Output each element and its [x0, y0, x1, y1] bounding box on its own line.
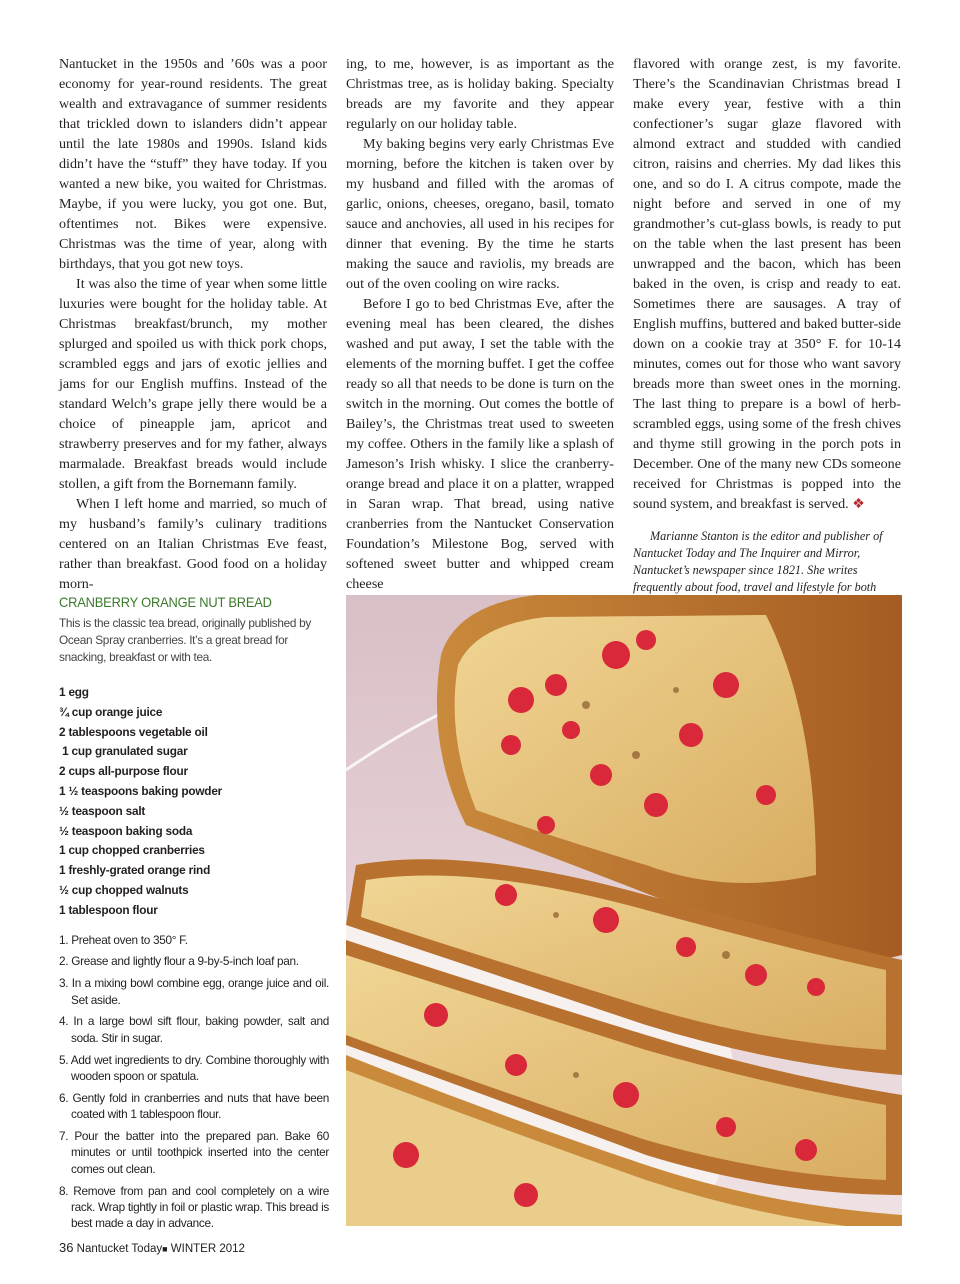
recipe-step: 8. Remove from pan and cool completely on a wire rack. Wrap tightly in foil or plastic wrap. This bread is best made a day in advance.: [59, 1183, 329, 1231]
recipe-steps: [59, 932, 329, 1232]
recipe-step: 1. Preheat oven to 350° F.: [59, 932, 188, 947]
author-bio: Marianne Stanton is the editor and publisher of Nantucket Today and The Inquirer and Mirror, Nantucket’s newspaper since 1821. She writes frequently about food, travel and lifestyle for both: [633, 529, 883, 594]
page-footer: [59, 1240, 245, 1255]
article-paragraph: When I left home and married, so much of my husband’s family’s culinary traditions centered on an Italian Christmas Eve feast, rather than breakfast. Good food on a holiday morn-: [59, 496, 327, 592]
cranberry: [636, 630, 656, 650]
ingredient-item: 1 cup granulated sugar: [59, 744, 188, 759]
recipe-intro: This is the classic tea bread, originally published by Ocean Spray cranberries. It’s a great bread for snacking, breakfast or with tea.: [59, 616, 311, 664]
ingredient-item: ¾ cup orange juice: [59, 704, 163, 719]
walnut: [673, 687, 679, 693]
cranberry: [508, 687, 534, 713]
cranberry: [590, 764, 612, 786]
cranberry: [679, 723, 703, 747]
cranberry: [602, 641, 630, 669]
ingredient-item: ½ teaspoon salt: [59, 803, 146, 818]
cranberry: [756, 785, 776, 805]
ingredient-item: 1 freshly-grated orange rind: [59, 863, 211, 878]
bread-photo: [346, 595, 902, 1226]
ingredient-item: 1 tablespoon flour: [59, 902, 158, 917]
cranberry: [505, 1054, 527, 1076]
cranberry: [495, 884, 517, 906]
recipe-step: 6. Gently fold in cranberries and nuts that have been coated with 1 tablespoon flour.: [59, 1090, 329, 1122]
recipe-title: CRANBERRY ORANGE NUT BREAD: [59, 594, 272, 610]
ingredient-item: 2 cups all-purpose flour: [59, 764, 188, 779]
cranberry: [807, 978, 825, 996]
article-paragraph: It was also the time of year when some little luxuries were bought for the holiday table. At Christmas breakfast/brunch, my mother splurged and spoiled us with thick pork chops, scrambled eggs and jars of exotic jellies and jams for our English muffins. Instead of the standard Welch’s grape jelly there would be a choice of pineapple jam, apricot and strawberry preserves and for my father, always marmalade. Breakfast breads would include stollen, a gift from the Bornemann family.: [59, 276, 327, 492]
bread-illustration: [346, 595, 902, 1226]
article-paragraph: [633, 54, 901, 514]
cranberry: [745, 964, 767, 986]
walnut: [632, 751, 640, 759]
ingredient-item: 1 egg: [59, 685, 89, 699]
recipe-step: 2. Grease and lightly flour a 9-by-5-inch loaf pan.: [59, 954, 299, 969]
walnut: [553, 912, 559, 918]
cranberry: [514, 1183, 538, 1207]
recipe-step: 4. In a large bowl sift flour, baking powder, salt and soda. Stir in sugar.: [59, 1014, 329, 1045]
article-paragraph: My baking begins very early Christmas Eve morning, before the kitchen is taken over by my husband and filled with the aromas of garlic, onions, cheeses, oregano, basil, tomato sauce and anchovies, all used in his recipes for dinner that evening. By the time he starts making the sauce and raviolis, my breads are out of the oven cooling on wire racks.: [346, 136, 614, 292]
article-paragraph: Nantucket in the 1950s and ’60s was a poor economy for year-round residents. The great wealth and extravagance of summer residents that trickled down to islanders didn’t appear until the late 1980s and 1990s. Island kids didn’t have the “stuff” they have today. If you wanted a new bike, you waited for Christmas. Maybe, if you were lucky, you got one. But, oftentimes not. Bikes were expensive. Christmas was the time of year, along with birthdays, that you got new toys.: [59, 56, 327, 272]
cranberry: [713, 672, 739, 698]
walnut: [582, 701, 590, 709]
article-paragraph: Before I go to bed Christmas Eve, after the evening meal has been cleared, the dishes washed and put away, I set the table with the elements of the morning buffet. I get the coffee ready so all that needs to be done is turn on the switch in the morning. Out comes the bottle of Bailey’s, the Christmas treat used to sweeten my coffee. Others in the family like a splash of Jameson’s Irish whisky. I slice the cranberry-orange bread and place it on a platter, wrapped in Saran wrap. That bread, using native cranberries from the Nantucket Conservation Foundation’s Milestone Bog, served with softened sweet butter and whipped cream cheese: [346, 296, 614, 592]
cranberry: [795, 1139, 817, 1161]
end-mark-icon: ❖: [852, 496, 865, 512]
recipe-step: 5. Add wet ingredients to dry. Combine thoroughly with wooden spoon or spatula.: [59, 1052, 329, 1083]
cranberry: [562, 721, 580, 739]
cranberry: [424, 1003, 448, 1027]
article-column-2: [346, 54, 614, 594]
article-paragraph-text: flavored with orange zest, is my favorite. There’s the Scandinavian Christmas bread I make every year, festive with a thin confectioner’s sugar glaze flavored with almond extract and studded with candied citron, raisins and cherries. My dad likes this one, and so do I. A citrus compote, made the night before and served in one of my grandmother’s cut-glass bowls, is ready to put on the table when the last present has been unwrapped and the bacon, which has been baked in the oven, is crisp and ready to eat. Sometimes there are sausages. A tray of English muffins, buttered and baked butter-side down on a cookie tray at 350° F. for 10-14 minutes, comes out for those who want savory breads more than sweet ones in the morning. The last thing to prepare is a bowl of herb-scrambled eggs, using some of the fresh chives and thyme still growing in the porch pots in December. One of the many new CDs someone received for Christmas is popped into the sound system, and breakfast is served.: [633, 56, 901, 512]
recipe-step: 3. In a mixing bowl combine egg, orange juice and oil. Set aside.: [59, 976, 329, 1007]
recipe-box: [59, 593, 329, 1237]
cranberry: [545, 674, 567, 696]
cranberry: [613, 1082, 639, 1108]
cranberry: [716, 1117, 736, 1137]
ingredient-item: ½ teaspoon baking soda: [59, 823, 193, 838]
article-column-1: [59, 54, 327, 594]
article-paragraph: ing, to me, however, is as important as the Christmas tree, as is holiday baking. Specialty breads are my favorite and they appear regularly on our holiday table.: [346, 56, 614, 132]
cranberry: [676, 937, 696, 957]
cranberry: [501, 735, 521, 755]
recipe-step: 7. Pour the batter into the prepared pan. Bake 60 minutes or until toothpick inserted into the center comes out clean.: [59, 1128, 329, 1176]
cranberry: [593, 907, 619, 933]
walnut: [722, 951, 730, 959]
ingredient-item: ½ cup chopped walnuts: [59, 882, 189, 897]
ingredient-list: [59, 683, 329, 921]
publication-name: Nantucket Today: [76, 1243, 163, 1255]
ingredient-item: 2 tablespoons vegetable oil: [59, 724, 208, 739]
ingredient-item: 1 cup chopped cranberries: [59, 843, 205, 858]
ingredient-item: 1 ½ teaspoons baking powder: [59, 783, 223, 798]
article-column-3: [633, 54, 901, 613]
cranberry: [537, 816, 555, 834]
issue-label: WINTER 2012: [170, 1243, 245, 1255]
page-number: 36: [59, 1240, 74, 1255]
cranberry: [393, 1142, 419, 1168]
walnut: [573, 1072, 579, 1078]
square-separator-icon: ■: [162, 1244, 168, 1254]
cranberry: [644, 793, 668, 817]
